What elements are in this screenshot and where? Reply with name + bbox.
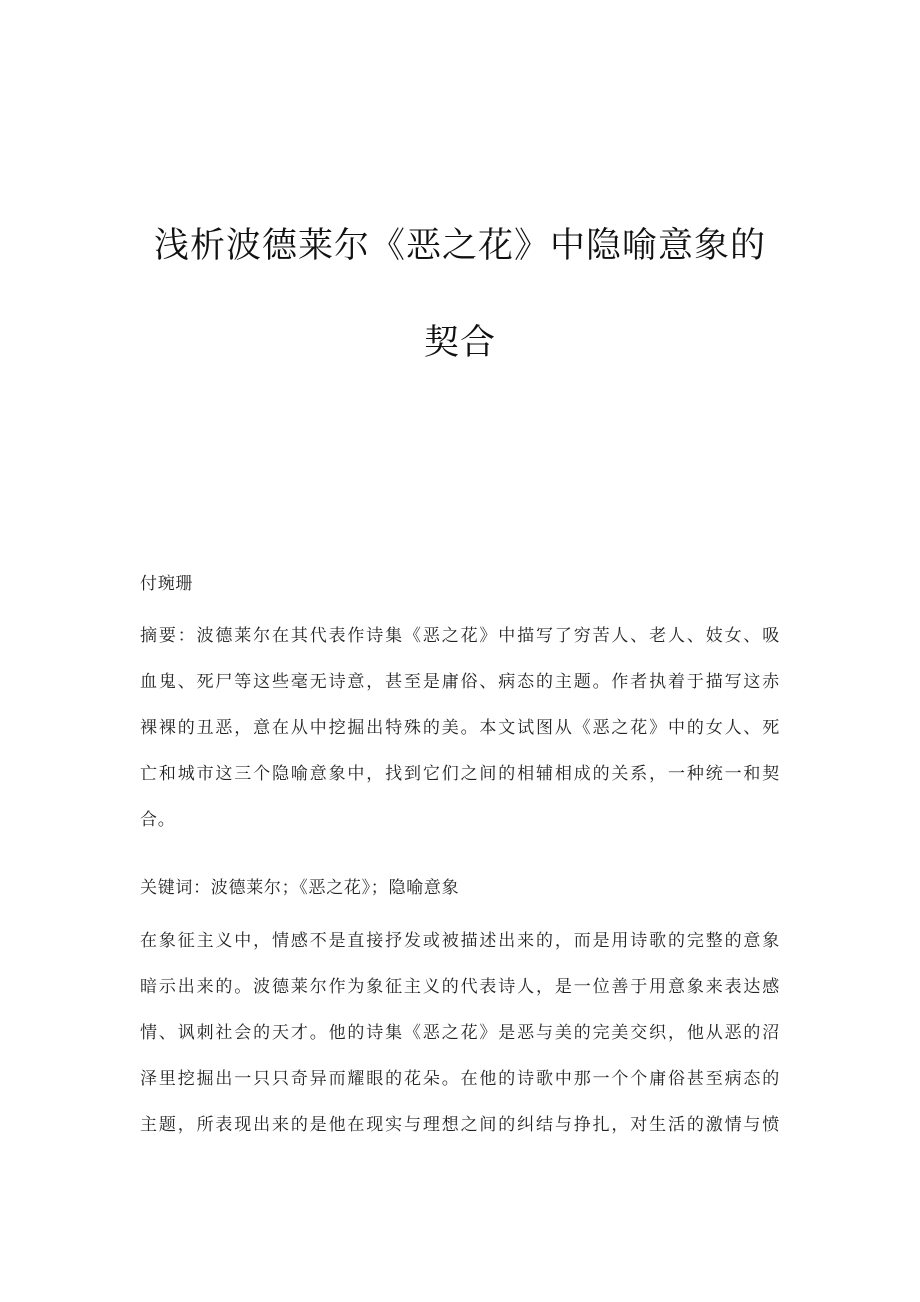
abstract-line: 摘要：波德莱尔在其代表作诗集《恶之花》中描写了穷苦人、老人、妓女、吸 <box>140 626 780 646</box>
keywords-line: 关键词：波德莱尔；《恶之花》；隐喻意象 <box>140 878 460 898</box>
title-line-1: 浅析波德莱尔《恶之花》中隐喻意象的 <box>153 226 766 266</box>
abstract-line: 亡和城市这三个隐喻意象中，找到它们之间的相辅相成的关系，一种统一和契 <box>140 764 780 784</box>
abstract-paragraph <box>140 624 780 854</box>
author-name: 付琬珊 <box>140 574 194 594</box>
body-line: 泽里挖掘出一只只奇异而耀眼的花朵。在他的诗歌中那一个个庸俗甚至病态的 <box>140 1069 780 1089</box>
title-line-2: 契合 <box>423 323 496 363</box>
body-paragraph <box>140 929 780 1159</box>
body-line: 暗示出来的。波德莱尔作为象征主义的代表诗人，是一位善于用意象来表达感 <box>140 977 780 997</box>
abstract-line: 裸裸的丑恶，意在从中挖掘出特殊的美。本文试图从《恶之花》中的女人、死 <box>140 718 780 738</box>
body-line: 在象征主义中，情感不是直接抒发或被描述出来的，而是用诗歌的完整的意象 <box>140 931 780 951</box>
abstract-line: 合。 <box>140 810 176 830</box>
abstract-line: 血鬼、死尸等这些毫无诗意，甚至是庸俗、病态的主题。作者执着于描写这赤 <box>140 672 780 692</box>
body-line: 情、讽刺社会的天才。他的诗集《恶之花》是恶与美的完美交织，他从恶的沼 <box>140 1023 780 1043</box>
body-line: 主题，所表现出来的是他在现实与理想之间的纠结与挣扎，对生活的激情与愤 <box>140 1115 780 1135</box>
